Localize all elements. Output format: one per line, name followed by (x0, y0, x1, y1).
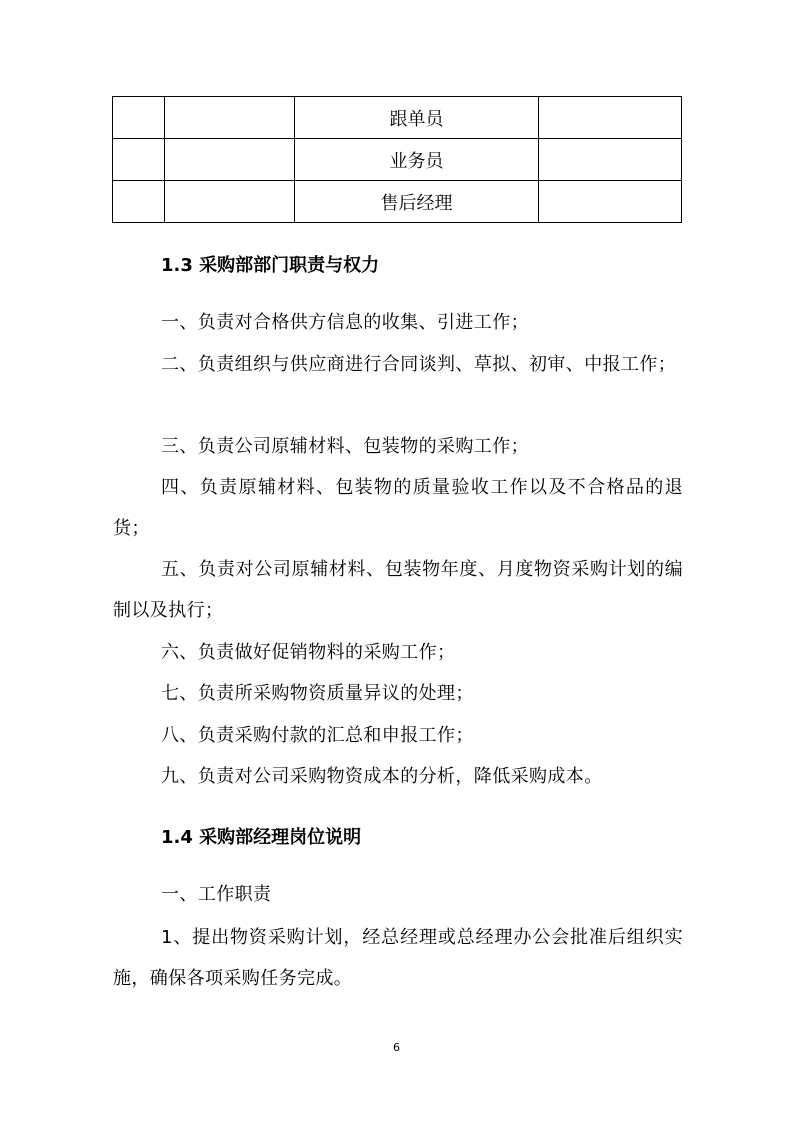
table-cell (539, 97, 682, 139)
table-cell (165, 181, 295, 223)
duty-item: 七、负责所采购物资质量异议的处理； (161, 683, 474, 704)
section-1-4-heading: 1.4 采购部经理岗位说明 (161, 827, 362, 848)
table-cell (113, 139, 165, 181)
roles-table (112, 96, 682, 223)
table-row (113, 181, 682, 223)
duty-item: 五、负责对公司原辅材料、包装物年度、月度物资采购计划的编制以及执行； (113, 559, 683, 621)
table-cell (113, 97, 165, 139)
duty-item: 四、负责原辅材料、包装物的质量验收工作以及不合格品的退货； (113, 477, 683, 539)
duty-item: 八、负责采购付款的汇总和申报工作； (161, 725, 474, 746)
table-cell (165, 139, 295, 181)
table-cell-role: 售后经理 (295, 181, 539, 223)
section-1-3-heading: 1.3 采购部部门职责与权力 (161, 255, 380, 276)
table-cell-role: 跟单员 (295, 97, 539, 139)
table-cell (113, 181, 165, 223)
duty-item: 三、负责公司原辅材料、包装物的采购工作； (161, 436, 529, 457)
subheading: 一、工作职责 (161, 884, 272, 905)
table-cell (539, 139, 682, 181)
duty-item: 一、负责对合格供方信息的收集、引进工作； (161, 312, 529, 333)
table-cell (165, 97, 295, 139)
table-cell-role: 业务员 (295, 139, 539, 181)
page-number: 6 (393, 1041, 400, 1054)
duty-item: 六、负责做好促销物料的采购工作； (161, 642, 456, 663)
duty-item: 九、负责对公司采购物资成本的分析，降低采购成本。 (161, 766, 603, 787)
table-row (113, 139, 682, 181)
table-row (113, 97, 682, 139)
responsibility-item: 1、提出物资采购计划，经总经理或总经理办公会批准后组织实施，确保各项采购任务完成。 (113, 927, 683, 989)
duty-item: 二、负责组织与供应商进行合同谈判、草拟、初审、中报工作； (161, 354, 677, 375)
table-cell (539, 181, 682, 223)
